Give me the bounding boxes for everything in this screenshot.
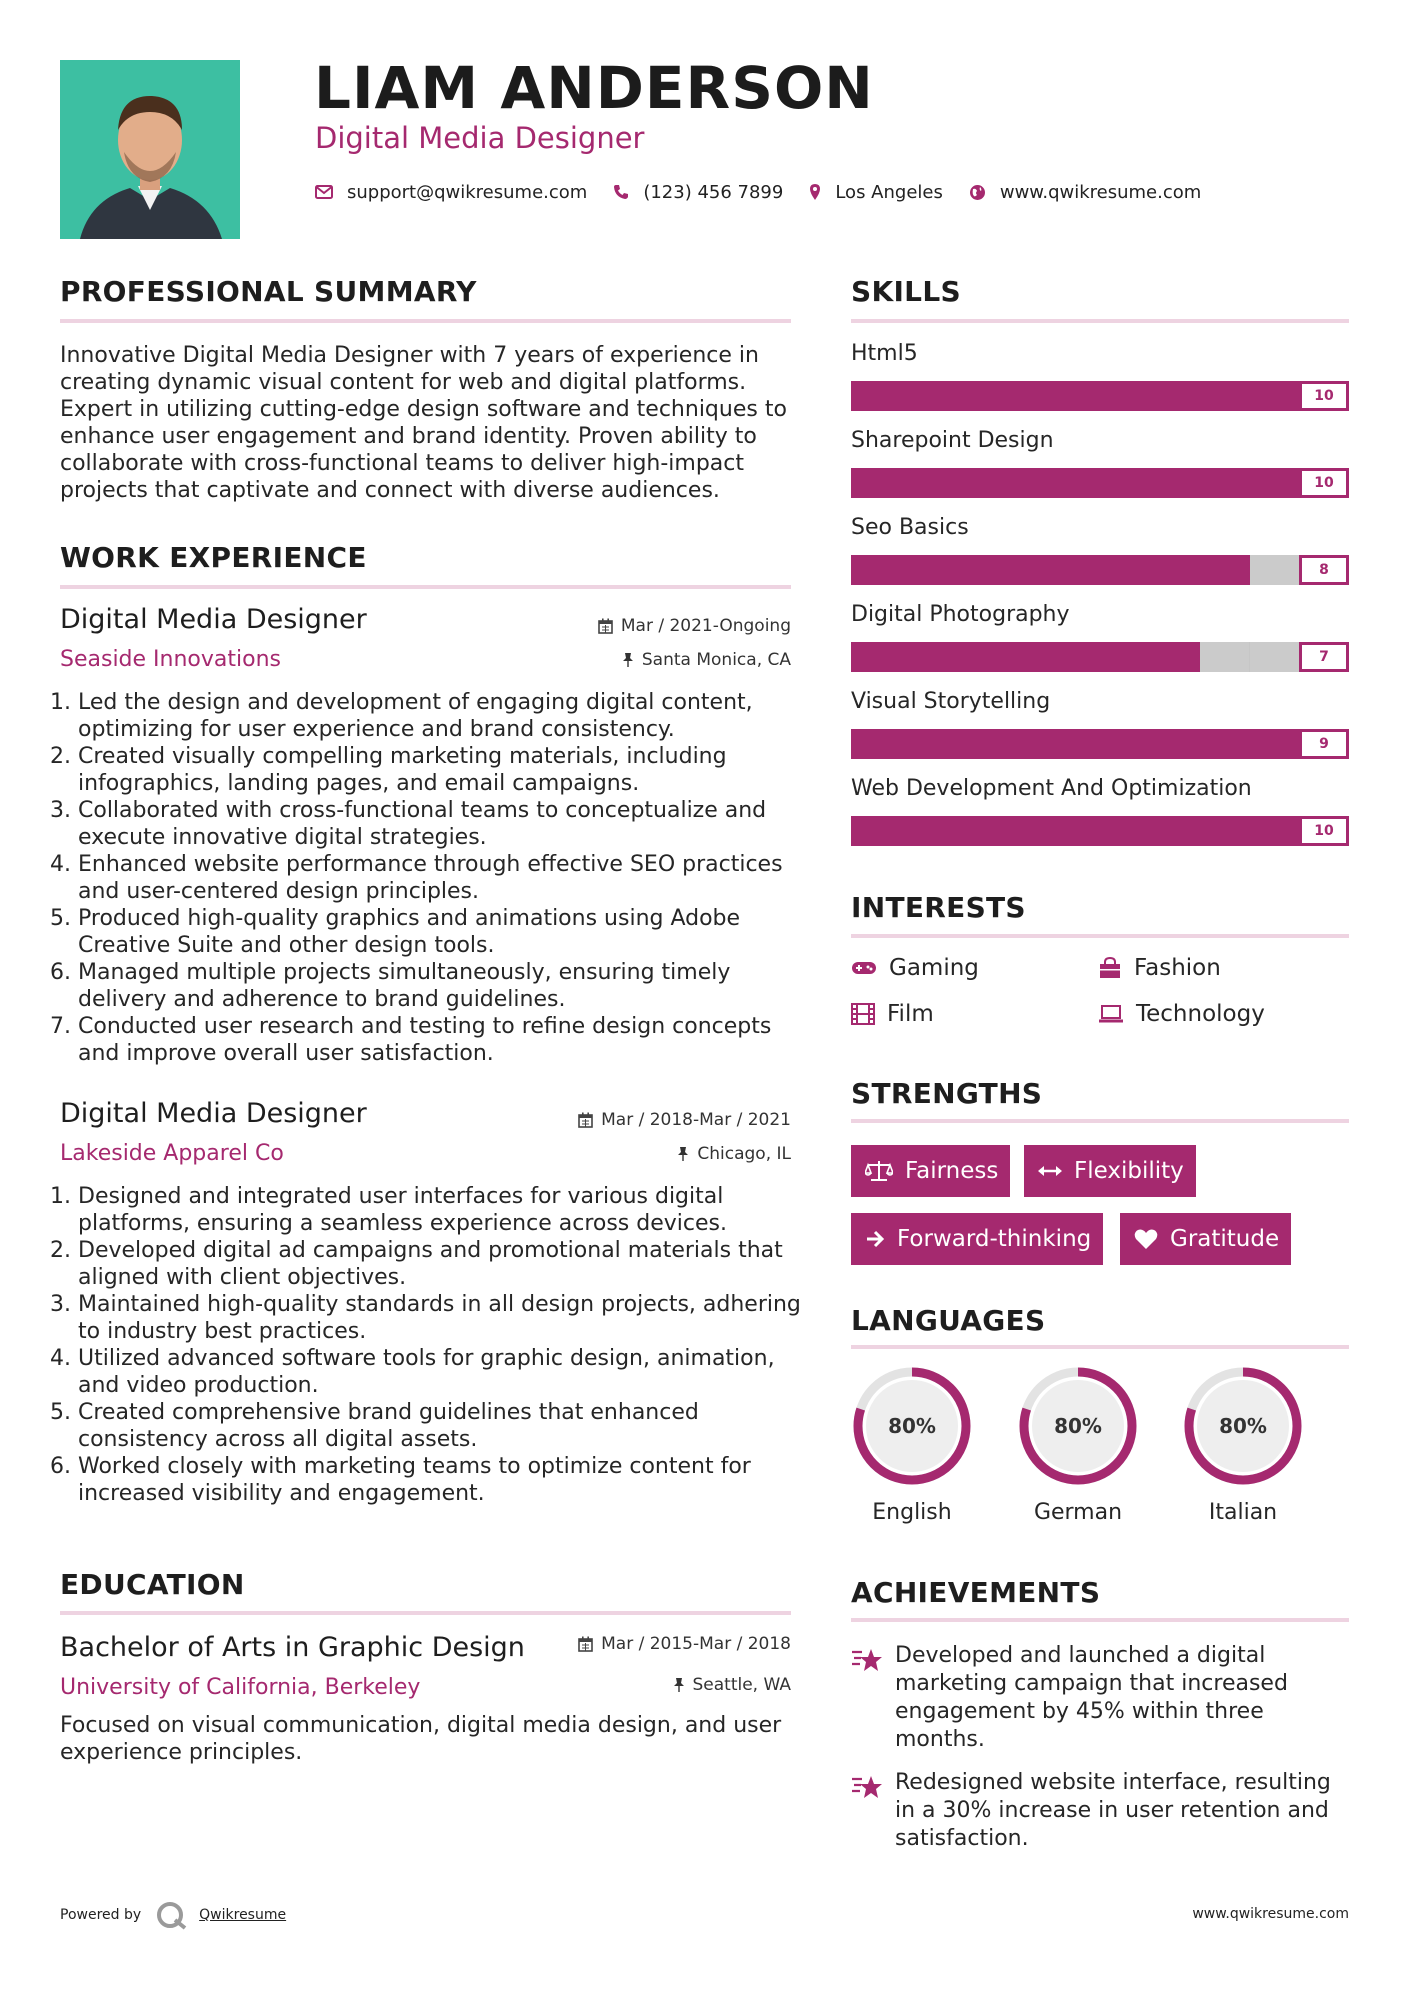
interest-film (851, 1001, 934, 1027)
skill-bar (851, 468, 1349, 498)
summary-divider (60, 319, 791, 323)
skill-label: Html5 (851, 341, 918, 366)
language-name: Italian (1208, 1500, 1278, 1525)
strength-label: Fairness (905, 1158, 999, 1184)
job-location-text: Santa Monica, CA (641, 650, 791, 670)
education-date (578, 1634, 791, 1654)
achievement-text: Developed and launched a digital marketing campaign that increased engagement by 45% within three months. (895, 1643, 1288, 1752)
map-pin-icon (809, 183, 821, 201)
skill-bar-segment (851, 468, 901, 498)
job-bullets (60, 689, 818, 1067)
language-name: English (872, 1500, 952, 1525)
education-divider (60, 1611, 791, 1615)
summary-heading: PROFESSIONAL SUMMARY (60, 275, 477, 308)
education-heading: EDUCATION (60, 1568, 245, 1601)
skill-bar-segment (1250, 729, 1300, 759)
contact-bar (315, 180, 1227, 204)
strength-label: Forward-thinking (897, 1226, 1092, 1252)
strengths-divider (851, 1119, 1349, 1123)
pushpin-icon (677, 1146, 689, 1162)
skill-bar-segment (1051, 381, 1101, 411)
skill-bar-segment (1250, 555, 1300, 585)
list-item: 7. Conducted user research and testing to refine design concepts and improve overall user satisfaction. (78, 1013, 818, 1067)
skill-bar-segment (901, 816, 951, 846)
interest-label: Gaming (889, 955, 979, 981)
pushpin-icon (622, 652, 634, 668)
language-ring (850, 1364, 974, 1488)
skill-bar-segment (1051, 555, 1101, 585)
candidate-title: Digital Media Designer (315, 121, 645, 155)
job-date (578, 1110, 791, 1130)
strengths-heading: STRENGTHS (851, 1077, 1043, 1110)
phone-icon (613, 184, 629, 200)
calendar-icon (598, 618, 613, 634)
laptop-icon (1098, 1005, 1124, 1023)
shooting-star-icon (851, 1646, 885, 1674)
skill-bar-segment (1001, 555, 1051, 585)
summary-text: Innovative Digital Media Designer with 7 years of experience in creating dynamic visual content for web and digital platforms. Expert in utilizing cutting-edge design software and techniques to enhance user engagement and brand identity. Proven ability to collaborate with cross-functional teams to deliver high-impact projects that captivate and connect with diverse audiences. (60, 343, 787, 503)
gamepad-icon (851, 960, 877, 976)
footer-powered-by (60, 1900, 286, 1930)
list-item: 5. Produced high-quality graphics and animations using Adobe Creative Suite and other design tools. (78, 905, 818, 959)
calendar-icon (578, 1636, 593, 1652)
skill-bar-segment (1150, 381, 1200, 411)
skill-bar-segment (1200, 468, 1250, 498)
skill-bar-segment (1200, 642, 1250, 672)
list-item: 1. Led the design and development of engaging digital content, optimizing for user experience and brand consistency. (78, 689, 818, 743)
website-text: www.qwikresume.com (999, 181, 1202, 203)
skill-bar-segment (851, 555, 901, 585)
experience-heading: WORK EXPERIENCE (60, 541, 367, 574)
job-location-text: Chicago, IL (697, 1144, 791, 1164)
strength-tag (851, 1213, 1103, 1265)
film-icon (851, 1003, 875, 1025)
skill-bar-segment (1101, 729, 1151, 759)
skill-bar-segment (1101, 642, 1151, 672)
skill-bar-segment (951, 468, 1001, 498)
skill-level-badge: 10 (1299, 816, 1349, 846)
shopping-bag-icon (1098, 957, 1122, 979)
skill-bar (851, 555, 1349, 585)
skill-bar-segment (1101, 381, 1151, 411)
skill-level-badge: 9 (1299, 729, 1349, 759)
skill-bar-segment (851, 642, 901, 672)
list-item: 2. Developed digital ad campaigns and promotional materials that aligned with client objectives. (78, 1237, 818, 1291)
shooting-star-icon (851, 1773, 885, 1801)
skill-bar-segment (1150, 555, 1200, 585)
skill-bar-segment (901, 642, 951, 672)
globe-icon (969, 184, 986, 201)
skill-bar-segment (1150, 642, 1200, 672)
experience-divider (60, 585, 791, 589)
language-percent: 80% (1054, 1414, 1102, 1438)
skill-bar (851, 381, 1349, 411)
skill-bar-segment (1001, 468, 1051, 498)
skill-bar-segment (901, 729, 951, 759)
heart-icon (1134, 1228, 1158, 1250)
contact-email[interactable] (315, 182, 587, 203)
skill-bar-segment (851, 816, 901, 846)
skill-bar-segment (951, 816, 1001, 846)
calendar-icon (578, 1112, 593, 1128)
skill-label: Digital Photography (851, 602, 1070, 627)
skill-bar-segment (901, 468, 951, 498)
skill-label: Web Development And Optimization (851, 776, 1252, 801)
skill-label: Visual Storytelling (851, 689, 1051, 714)
job-title: Digital Media Designer (60, 1098, 367, 1129)
list-item: 6. Managed multiple projects simultaneously, ensuring timely delivery and adherence to brand guidelines. (78, 959, 818, 1013)
skill-bar-segment (1200, 816, 1250, 846)
skill-bar-segment (1250, 816, 1300, 846)
interest-technology (1098, 1001, 1265, 1027)
skill-bar-segment (851, 381, 901, 411)
strength-tag (1120, 1213, 1291, 1265)
skill-bar-segment (1101, 555, 1151, 585)
list-item: 4. Utilized advanced software tools for graphic design, animation, and video production. (78, 1345, 818, 1399)
email-text: support@qwikresume.com (347, 181, 588, 203)
job-company: Seaside Innovations (60, 647, 281, 672)
skill-bar-segment (1001, 816, 1051, 846)
list-item: 6. Worked closely with marketing teams to optimize content for increased visibility and engagement. (78, 1453, 818, 1507)
contact-location (809, 182, 943, 203)
job-bullets (60, 1183, 818, 1507)
skill-bar-segment (951, 642, 1001, 672)
arrow-right-icon (865, 1229, 885, 1249)
phone-text: (123) 456 7899 (643, 181, 784, 203)
language-ring (1181, 1364, 1305, 1488)
language-percent: 80% (888, 1414, 936, 1438)
contact-phone[interactable] (613, 182, 783, 203)
footer-url[interactable]: www.qwikresume.com (1192, 1906, 1349, 1922)
education-location-text: Seattle, WA (692, 1675, 791, 1695)
strength-tag (1024, 1145, 1196, 1197)
job-date-text: Mar / 2021-Ongoing (620, 616, 791, 636)
list-item: 2. Created visually compelling marketing materials, including infographics, landing pages, and email campaigns. (78, 743, 818, 797)
skill-bar-segment (951, 729, 1001, 759)
skill-bar-segment (1150, 468, 1200, 498)
strength-label: Flexibility (1074, 1158, 1184, 1184)
degree-title: Bachelor of Arts in Graphic Design (60, 1632, 525, 1663)
skill-bar-segment (1051, 729, 1101, 759)
skills-heading: SKILLS (851, 275, 961, 308)
language-name: German (1033, 1500, 1123, 1525)
job-location (677, 1144, 791, 1164)
skill-bar-segment (1101, 816, 1151, 846)
school-name: University of California, Berkeley (60, 1675, 421, 1700)
skill-bar-segment (901, 555, 951, 585)
balance-scale-icon (865, 1159, 893, 1183)
skill-bar (851, 729, 1349, 759)
skill-bar-segment (1051, 642, 1101, 672)
candidate-name: LIAM ANDERSON (314, 54, 874, 122)
achievement-item (851, 1769, 1351, 1853)
languages-divider (851, 1345, 1349, 1349)
achievements-heading: ACHIEVEMENTS (851, 1576, 1101, 1609)
envelope-icon (315, 185, 333, 199)
skill-bar-segment (851, 729, 901, 759)
education-text: Focused on visual communication, digital media design, and user experience principles. (60, 1713, 782, 1765)
skill-bar-segment (901, 381, 951, 411)
brand-link[interactable]: Qwikresume (199, 1907, 287, 1923)
list-item: 5. Created comprehensive brand guidelines that enhanced consistency across all digital assets. (78, 1399, 818, 1453)
powered-by-text: Powered by (60, 1907, 142, 1923)
job-date-text: Mar / 2018-Mar / 2021 (601, 1110, 791, 1130)
skill-bar-segment (951, 555, 1001, 585)
skill-bar-segment (1200, 381, 1250, 411)
strength-label: Gratitude (1170, 1226, 1280, 1252)
skill-bar-segment (1101, 468, 1151, 498)
skill-bar-segment (1001, 381, 1051, 411)
achievement-item (851, 1642, 1351, 1754)
skill-bar-segment (1250, 468, 1300, 498)
skill-label: Seo Basics (851, 515, 969, 540)
skills-divider (851, 319, 1349, 323)
skill-bar-segment (1200, 729, 1250, 759)
language-ring (1016, 1364, 1140, 1488)
contact-website[interactable] (969, 182, 1201, 203)
job-date (598, 616, 791, 636)
skill-bar-segment (1200, 555, 1250, 585)
achievement-text: Redesigned website interface, resulting in a 30% increase in user retention and satisfaction. (895, 1770, 1331, 1851)
achievements-divider (851, 1618, 1349, 1622)
qwikresume-logo-icon (155, 1900, 189, 1930)
skill-bar-segment (1051, 816, 1101, 846)
education-date-text: Mar / 2015-Mar / 2018 (601, 1634, 791, 1654)
strength-tag (851, 1145, 1010, 1197)
skill-bar-segment (1250, 642, 1300, 672)
arrows-horizontal-icon (1038, 1164, 1062, 1178)
list-item: 3. Maintained high-quality standards in all design projects, adhering to industry best practices. (78, 1291, 818, 1345)
skill-level-badge: 10 (1299, 468, 1349, 498)
interest-label: Film (887, 1001, 934, 1027)
interest-label: Fashion (1134, 955, 1221, 981)
interests-divider (851, 934, 1349, 938)
skill-bar (851, 642, 1349, 672)
interest-gaming (851, 955, 979, 981)
education-location (673, 1675, 792, 1695)
job-company: Lakeside Apparel Co (60, 1141, 284, 1166)
pushpin-icon (673, 1677, 685, 1693)
skill-bar-segment (951, 381, 1001, 411)
skill-bar (851, 816, 1349, 846)
list-item: 3. Collaborated with cross-functional teams to conceptualize and execute innovative digital strategies. (78, 797, 818, 851)
list-item: 1. Designed and integrated user interfaces for various digital platforms, ensuring a seamless experience across devices. (78, 1183, 818, 1237)
skill-bar-segment (1051, 468, 1101, 498)
interests-heading: INTERESTS (851, 891, 1026, 924)
skill-bar-segment (1001, 729, 1051, 759)
skill-bar-segment (1150, 729, 1200, 759)
profile-photo (60, 60, 240, 239)
skill-level-badge: 8 (1299, 555, 1349, 585)
interest-label: Technology (1136, 1001, 1265, 1027)
skill-level-badge: 7 (1299, 642, 1349, 672)
skill-bar-segment (1250, 381, 1300, 411)
location-text: Los Angeles (835, 181, 943, 203)
languages-heading: LANGUAGES (851, 1304, 1046, 1337)
skill-bar-segment (1150, 816, 1200, 846)
job-title: Digital Media Designer (60, 604, 367, 635)
skill-label: Sharepoint Design (851, 428, 1054, 453)
language-percent: 80% (1219, 1414, 1267, 1438)
list-item: 4. Enhanced website performance through effective SEO practices and user-centered design principles. (78, 851, 818, 905)
skill-bar-segment (1001, 642, 1051, 672)
interest-fashion (1098, 955, 1221, 981)
job-location (622, 650, 791, 670)
skill-level-badge: 10 (1299, 381, 1349, 411)
